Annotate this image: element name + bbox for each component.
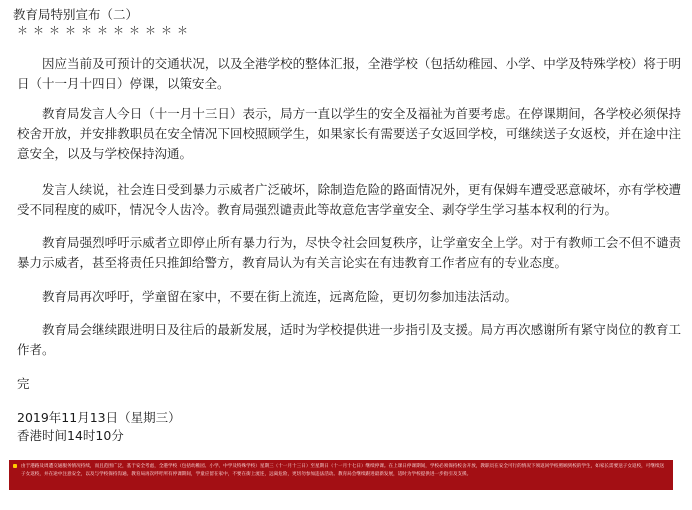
title-separator: ＊＊＊＊＊＊＊＊＊＊＊ xyxy=(17,24,193,37)
bullet-icon xyxy=(13,464,17,468)
announcement-time: 香港时间14时10分 xyxy=(17,428,124,443)
end-mark: 完 xyxy=(17,376,30,391)
paragraph-1: 因应当前及可预计的交通状况，以及全港学校的整体汇报，全港学校（包括幼稚园、小学、中学及特殊学校）将于明日（十一月十四日）停课，以策安全。 xyxy=(17,56,681,91)
notice-banner xyxy=(9,460,673,490)
announcement-title: 教育局特别宣布（二） xyxy=(13,7,139,22)
notice-banner-text: 由于港路及周遭交通服务情况持续，而且范围广泛，基于安全考虑，全港学校（包括幼稚园、小学、中学及特殊学校）星期三（十一月十三日）至星期日（十一月十七日）继续停课。在上课日停课期间，学校必须保持校舍开放，教职员在安全可行的情况下须返回学校照顾到校的学生，如家长需要送子女返校，可继续送子女返校，并在途中注意安全，以及与学校保持沟通。教育局再次呼吁所有停课期间，学童应留在家中，不要在街上流连，远离危险，更切勿参加违法活动。教育局会继续跟进最新发展，适时为学校提供进一步指引及支援。 xyxy=(21,464,665,477)
paragraph-3: 发言人续说，社会连日受到暴力示威者广泛破坏，除制造危险的路面情况外，更有保姆车遭受恶意破坏，亦有学校遭受不同程度的威吓，情况令人齿冷。教育局强烈谴责此等故意危害学童安全、剥夺学生学习基本权利的行为。 xyxy=(17,182,681,217)
paragraph-5: 教育局再次呼吁，学童留在家中，不要在街上流连，远离危险，更切勿参加违法活动。 xyxy=(42,289,518,304)
announcement-date: 2019年11月13日（星期三） xyxy=(17,410,181,425)
paragraph-4: 教育局强烈呼吁示威者立即停止所有暴力行为，尽快令社会回复秩序，让学童安全上学。对于有教师工会不但不谴责暴力示威者，甚至将责任只推卸给警方，教育局认为有关言论实在有违教育工作者应有的专业态度。 xyxy=(17,235,681,270)
paragraph-2: 教育局发言人今日（十一月十三日）表示，局方一直以学生的安全及福祉为首要考虑。在停课期间，各学校必须保持校舍开放，并安排教职员在安全情况下回校照顾学生，如果家长有需要送子女返回学校，可继续送子女返校，并在途中注意安全，以及与学校保持沟通。 xyxy=(17,106,681,161)
paragraph-6: 教育局会继续跟进明日及往后的最新发展，适时为学校提供进一步指引及支援。局方再次感谢所有紧守岗位的教育工作者。 xyxy=(17,322,681,357)
